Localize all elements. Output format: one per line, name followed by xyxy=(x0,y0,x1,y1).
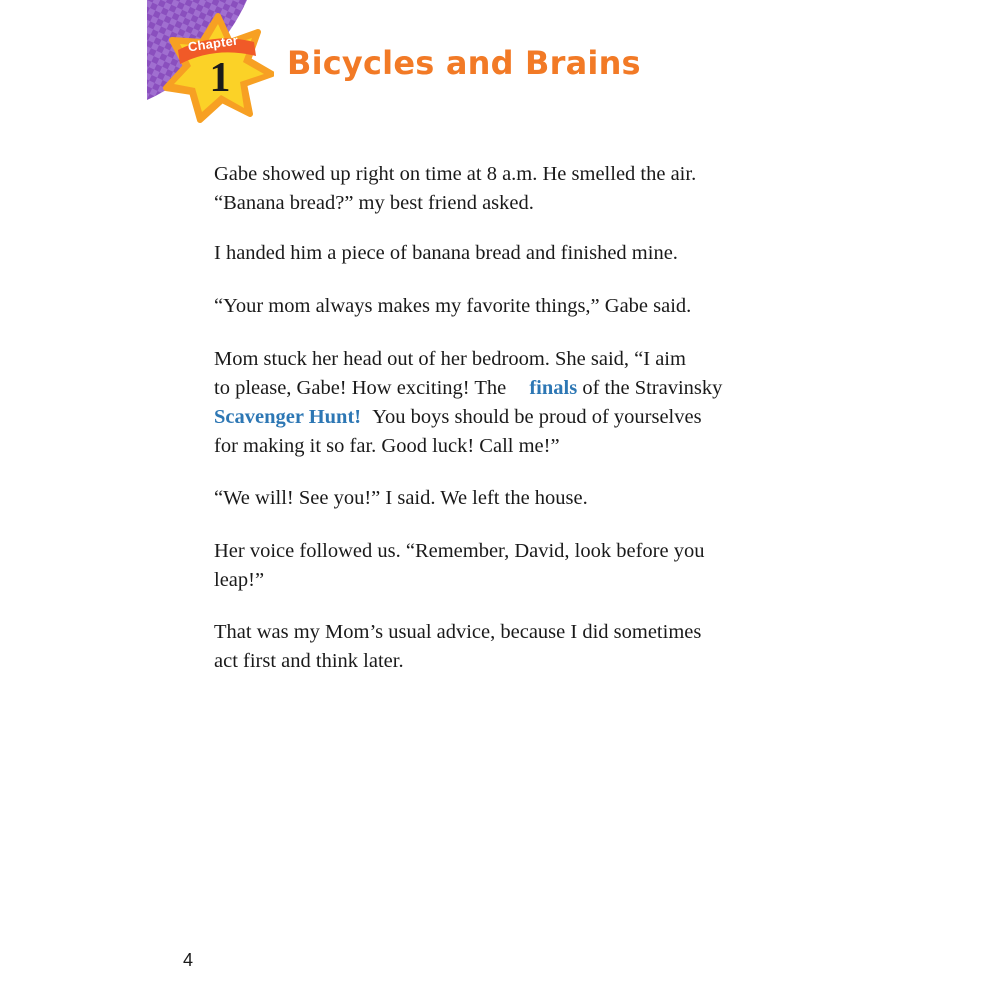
story-text xyxy=(214,160,814,676)
chapter-number: 1 xyxy=(209,55,231,101)
paragraph-4-line-4: for making it so far. Good luck! Call me!” xyxy=(214,435,560,457)
paragraph-4 xyxy=(214,345,814,461)
paragraph-4-line-2-start: to please, Gabe! How exciting! The xyxy=(214,377,507,399)
paragraph-6-line-1: Her voice followed us. “Remember, David, look before you xyxy=(214,540,705,562)
paragraph-1-line-1: Gabe showed up right on time at 8 a.m. He smelled the air. xyxy=(214,163,697,185)
paragraph-5: “We will! See you!” I said. We left the house. xyxy=(214,487,588,509)
paragraph-6 xyxy=(214,537,814,595)
paragraph-7 xyxy=(214,618,814,676)
chapter-label: Chapter xyxy=(186,32,240,55)
paragraph-1 xyxy=(214,160,814,218)
paragraph-4-line-3: You boys should be proud of yourselves xyxy=(372,406,702,428)
paragraph-7-line-1: That was my Mom’s usual advice, because I did sometimes xyxy=(214,621,702,643)
vocab-word-finals[interactable]: finals xyxy=(529,377,578,399)
page-number: 4 xyxy=(183,950,194,970)
paragraph-1-line-2: “Banana bread?” my best friend asked. xyxy=(214,192,534,214)
vocab-word-scavenger-hunt[interactable]: Scavenger Hunt! xyxy=(214,406,362,428)
paragraph-4-line-1: Mom stuck her head out of her bedroom. She said, “I aim xyxy=(214,348,686,370)
paragraph-4-line-2-end: of the Stravinsky xyxy=(582,377,723,399)
chapter-title: Bicycles and Brains xyxy=(287,44,641,82)
paragraph-2: I handed him a piece of banana bread and finished mine. xyxy=(214,242,678,264)
paragraph-6-line-2: leap!” xyxy=(214,569,265,591)
paragraph-3: “Your mom always makes my favorite things,” Gabe said. xyxy=(214,295,692,317)
paragraph-7-line-2: act first and think later. xyxy=(214,650,404,672)
